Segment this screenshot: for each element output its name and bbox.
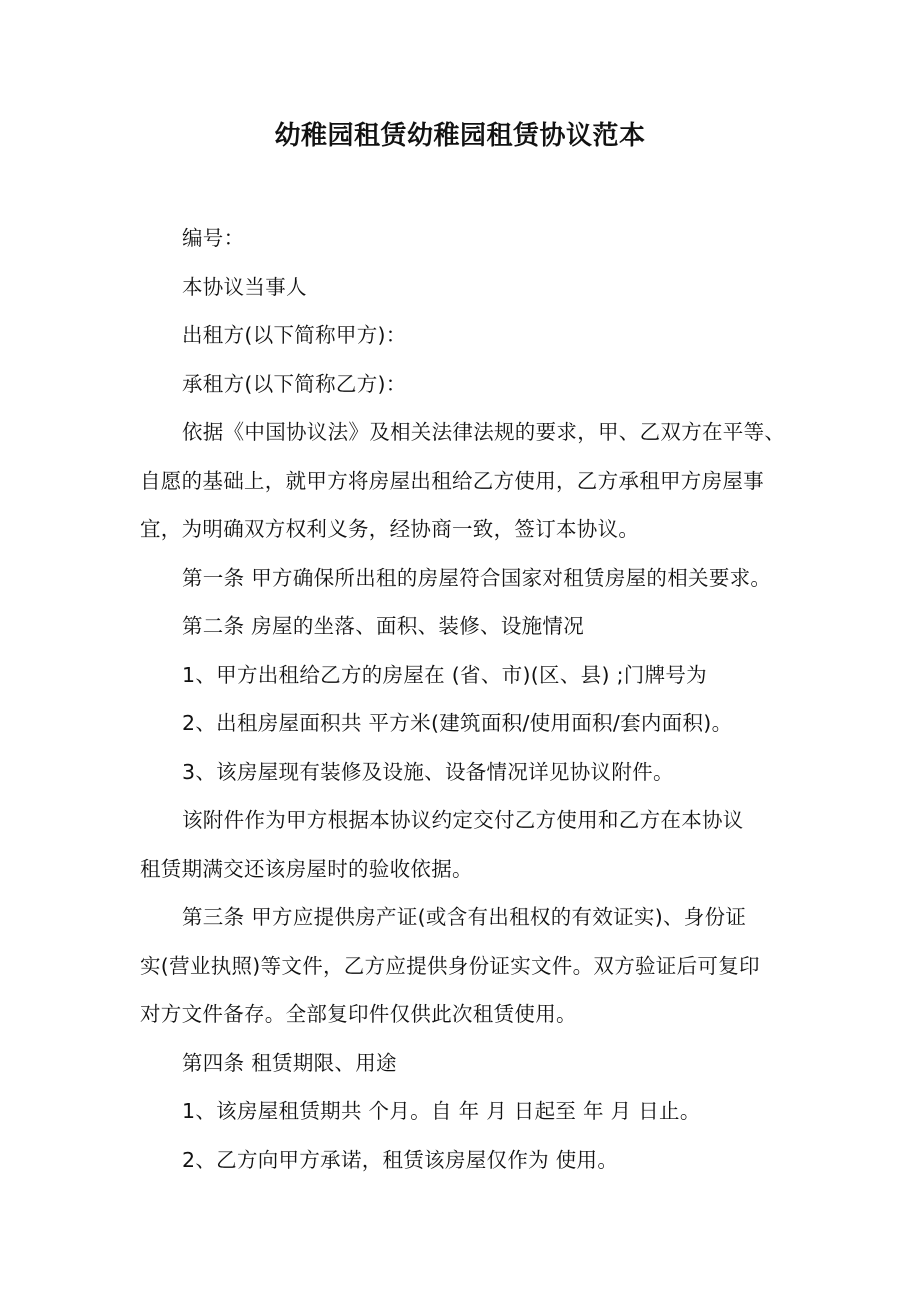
article-3-line-3: 对方文件备存。全部复印件仅供此次租赁使用。	[140, 1002, 577, 1026]
article-2-item-1: 1、甲方出租给乙方的房屋在 (省、市)(区、县) ;门牌号为	[182, 662, 707, 687]
line-serial-number: 编号：	[182, 226, 245, 250]
preamble-line-2: 自愿的基础上，就甲方将房屋出租给乙方使用，乙方承租甲方房屋事	[140, 468, 764, 493]
preamble-line-1: 依据《中国协议法》及相关法律法规的要求，甲、乙双方在平等、	[182, 420, 786, 444]
article-1: 第一条 甲方确保所出租的房屋符合国家对租赁房屋的相关要求。	[182, 565, 772, 590]
attachment-note-line-1: 该附件作为甲方根据本协议约定交付乙方使用和乙方在本协议	[182, 808, 744, 832]
line-lessee: 承租方(以下简称乙方)：	[182, 371, 407, 396]
line-lessor: 出租方(以下简称甲方)：	[182, 323, 407, 347]
article-2-item-2: 2、出租房屋面积共 平方米(建筑面积/使用面积/套内面积)。	[182, 711, 733, 735]
document-title: 幼稚园租赁幼稚园租赁协议范本	[274, 121, 646, 151]
article-4-item-2: 2、乙方向甲方承诺，租赁该房屋仅作为 使用。	[182, 1147, 619, 1172]
article-2-item-3: 3、该房屋现有装修及设施、设备情况详见协议附件。	[182, 759, 674, 784]
article-3-line-2: 实(营业执照)等文件，乙方应提供身份证实文件。双方验证后可复印	[140, 953, 760, 978]
line-parties-heading: 本协议当事人	[182, 274, 307, 299]
attachment-note-line-2: 租赁期满交还该房屋时的验收依据。	[140, 856, 473, 881]
article-2-heading: 第二条 房屋的坐落、面积、装修、设施情况	[182, 614, 585, 638]
article-4-heading: 第四条 租赁期限、用途	[182, 1050, 397, 1075]
article-4-item-1: 1、该房屋租赁期共 个月。自 年 月 日起至 年 月 日止。	[182, 1099, 701, 1123]
preamble-line-3: 宜，为明确双方权利义务，经协商一致，签订本协议。	[140, 517, 640, 541]
article-3-line-1: 第三条 甲方应提供房产证(或含有出租权的有效证实)、身份证	[182, 905, 747, 929]
document-body	[140, 214, 800, 1184]
